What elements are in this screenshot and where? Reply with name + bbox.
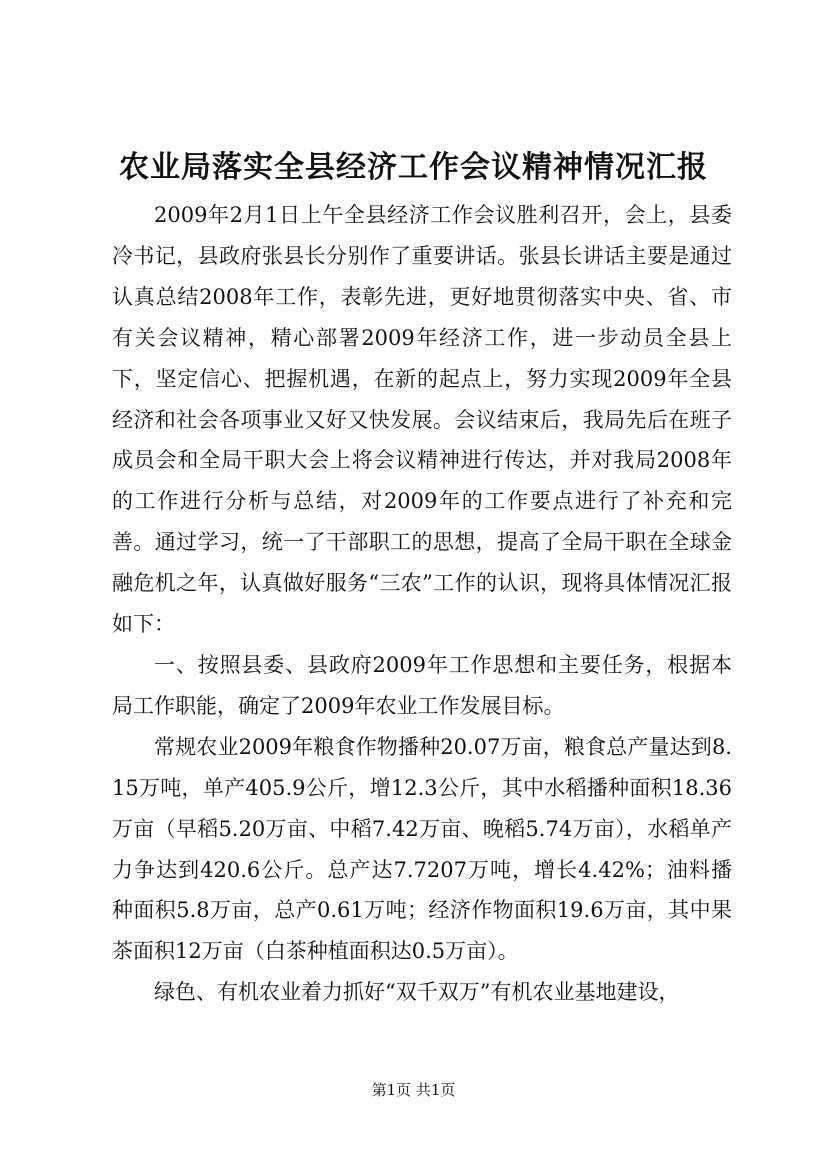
paragraph-organic-agriculture: 绿色、有机农业着力抓好“双千双万”有机农业基地建设，: [154, 980, 680, 1005]
paragraph-conventional-agriculture: 常规农业2009年粮食作物播种20.07万亩，粮食总产量达到8.15万吨，单产405.9公斤，增12.3公斤，其中水稻播种面积18.36万亩（早稻5.20万亩、中稻7.42万亩、晚稻5.74万亩），水稻单产力争达到420.6公斤。总产达7.7207万吨，增长4.42%；油料播种面积5.8万亩，总产0.61万吨；经济作物面积19.6万亩，其中果茶面积12万亩（白茶种植面积达0.5万亩）。: [112, 734, 732, 964]
page-footer: 第1页 共1页: [371, 1081, 456, 1099]
paragraph-intro: 2009年2月1日上午全县经济工作会议胜利召开，会上，县委冷书记，县政府张县长分别作了重要讲话。张县长讲话主要是通过认真总结2008年工作，表彰先进，更好地贯彻落实中央、省、市有关会议精神，精心部署2009年经济工作，进一步动员全县上下，坚定信心、把握机遇，在新的起点上，努力实现2009年全县经济和社会各项事业又好又快发展。会议结束后，我局先后在班子成员会和全局干职大会上将会议精神进行传达，并对我局2008年的工作进行分析与总结，对2009年的工作要点进行了补充和完善。通过学习，统一了干部职工的思想，提高了全局干职在全球金融危机之年，认真做好服务“三农”工作的认识，现将具体情况汇报如下：: [112, 203, 732, 637]
paragraph-section-one: 一、按照县委、县政府2009年工作思想和主要任务，根据本局工作职能，确定了2009年农业工作发展目标。: [112, 652, 732, 718]
document-body: [112, 195, 732, 1013]
document-title: 农业局落实全县经济工作会议精神情况汇报: [119, 150, 708, 185]
